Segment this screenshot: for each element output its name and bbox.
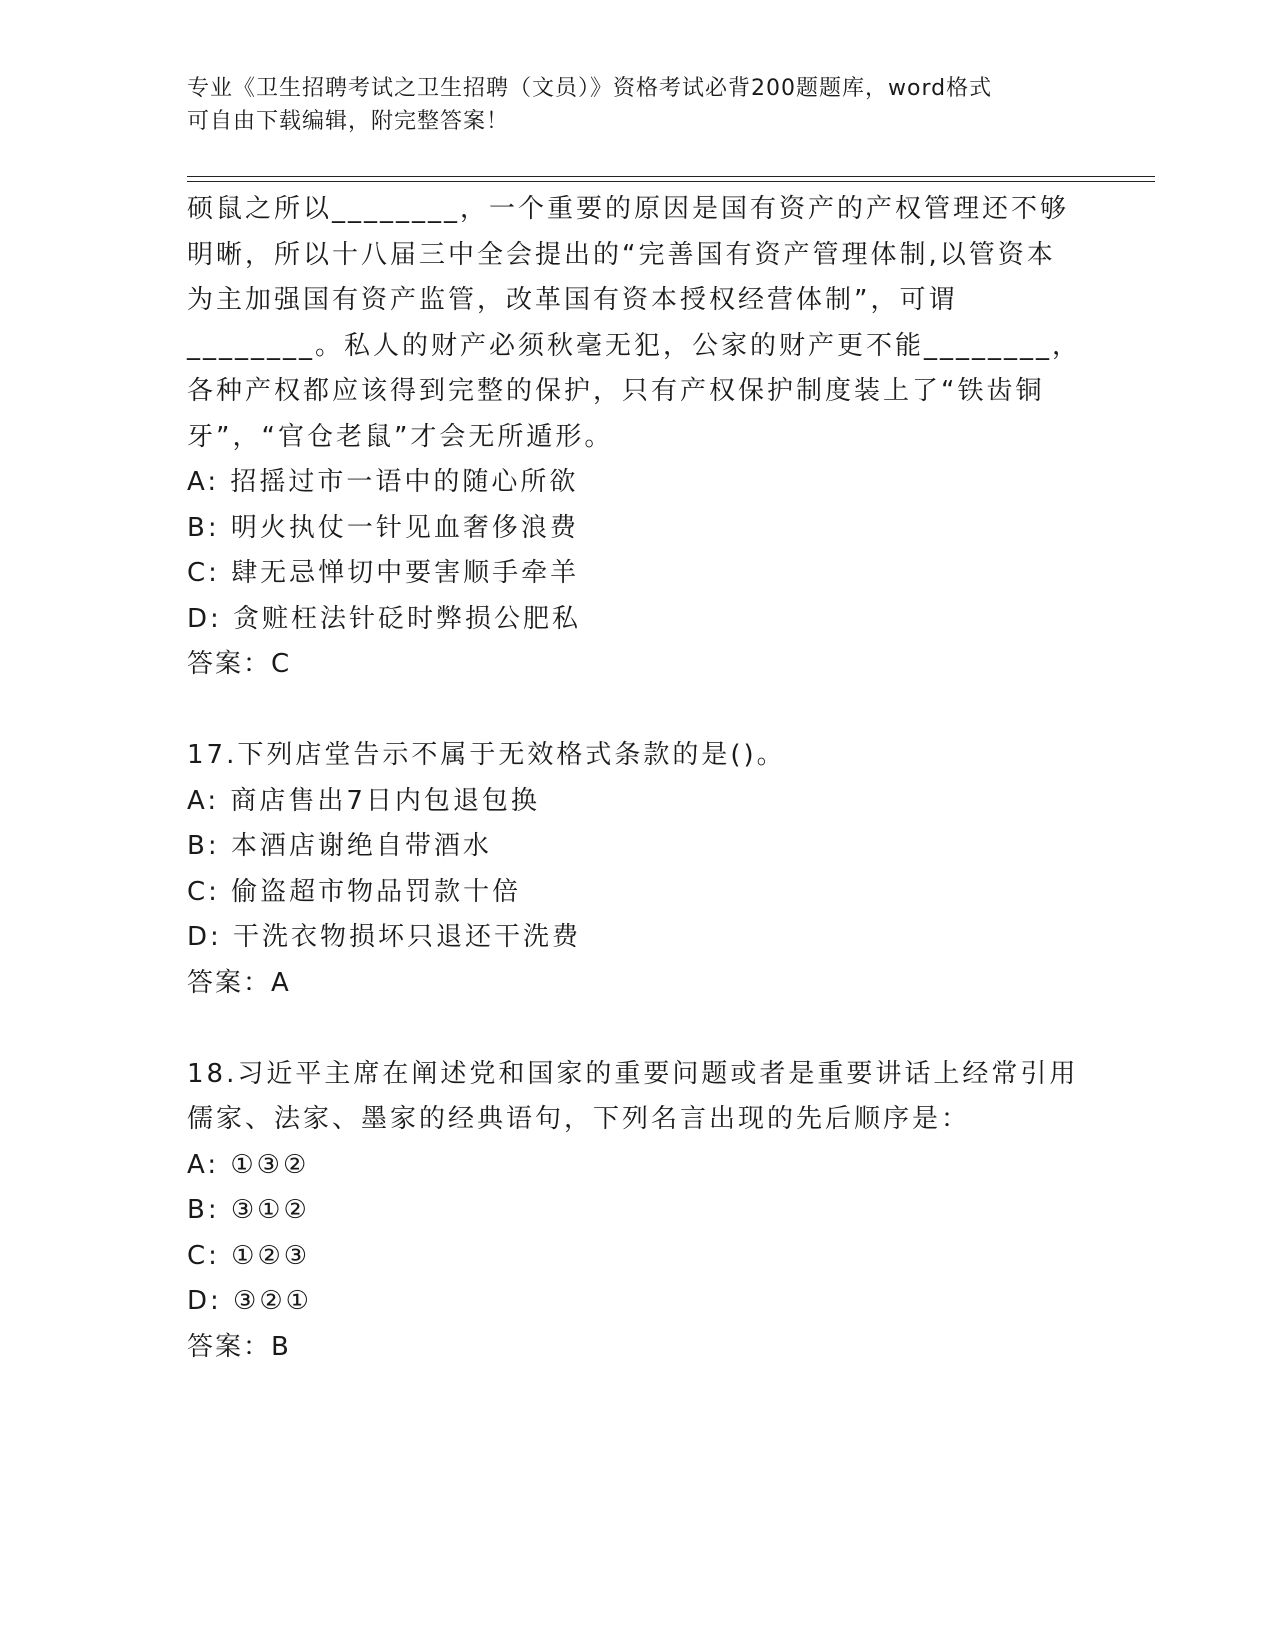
option-d: D: ③②① <box>187 1286 312 1316</box>
header-line-2: 可自由下载编辑，附完整答案！ <box>187 109 510 134</box>
question-stem-line: 各种产权都应该得到完整的保护，只有产权保护制度装上了“铁齿铜 <box>187 376 1045 406</box>
option-b: B: 本酒店谢绝自带酒水 <box>187 831 492 861</box>
option-a: A: 招摇过市一语中的随心所欲 <box>187 467 579 497</box>
question-17 <box>187 733 1087 1006</box>
question-stem-line: 硕鼠之所以________，一个重要的原因是国有资产的产权管理还不够 <box>187 194 1070 224</box>
option-c: C: ①②③ <box>187 1240 311 1271</box>
option-b: B: 明火执仗一针见血奢侈浪费 <box>187 512 579 543</box>
answer-line: 答案：A <box>187 967 291 998</box>
question-list <box>187 187 1087 1370</box>
document-header <box>187 72 1087 138</box>
question-spacer <box>187 688 1087 734</box>
question-stem-line: 牙”，“官仓老鼠”才会无所遁形。 <box>187 421 614 452</box>
option-c: C: 肆无忌惮切中要害顺手牵羊 <box>187 558 580 588</box>
question-stem-line: 18.习近平主席在阐述党和国家的重要问题或者是重要讲话上经常引用 <box>187 1058 1079 1089</box>
header-divider-top <box>187 176 1155 177</box>
question-stem-line: 为主加强国有资产监管，改革国有资本授权经营体制”，可谓 <box>187 285 958 315</box>
header-divider-bottom <box>187 181 1155 182</box>
header-line-1: 专业《卫生招聘考试之卫生招聘（文员）》资格考试必背200题题库，word格式 <box>187 76 993 101</box>
question-stem-line: 儒家、法家、墨家的经典语句，下列名言出现的先后顺序是： <box>187 1104 971 1134</box>
option-b: B: ③①② <box>187 1195 310 1225</box>
option-a: A: ①③② <box>187 1149 310 1180</box>
answer-line: 答案：B <box>187 1331 291 1362</box>
question-stem-line: ________。私人的财产必须秋毫无犯，公家的财产更不能________， <box>187 330 1082 361</box>
question-18 <box>187 1052 1087 1371</box>
answer-line: 答案：C <box>187 649 292 679</box>
question-spacer <box>187 1006 1087 1052</box>
question-stem-line: 17.下列店堂告示不属于无效格式条款的是()。 <box>187 740 786 770</box>
option-c: C: 偷盗超市物品罚款十倍 <box>187 876 522 907</box>
option-a: A: 商店售出7日内包退包换 <box>187 785 540 816</box>
option-d: D: 干洗衣物损坏只退还干洗费 <box>187 922 582 952</box>
option-d: D: 贪赃枉法针砭时弊损公肥私 <box>187 603 582 634</box>
question-16 <box>187 187 1087 688</box>
question-stem-line: 明晰，所以十八届三中全会提出的“完善国有资产管理体制,以管资本 <box>187 239 1056 270</box>
